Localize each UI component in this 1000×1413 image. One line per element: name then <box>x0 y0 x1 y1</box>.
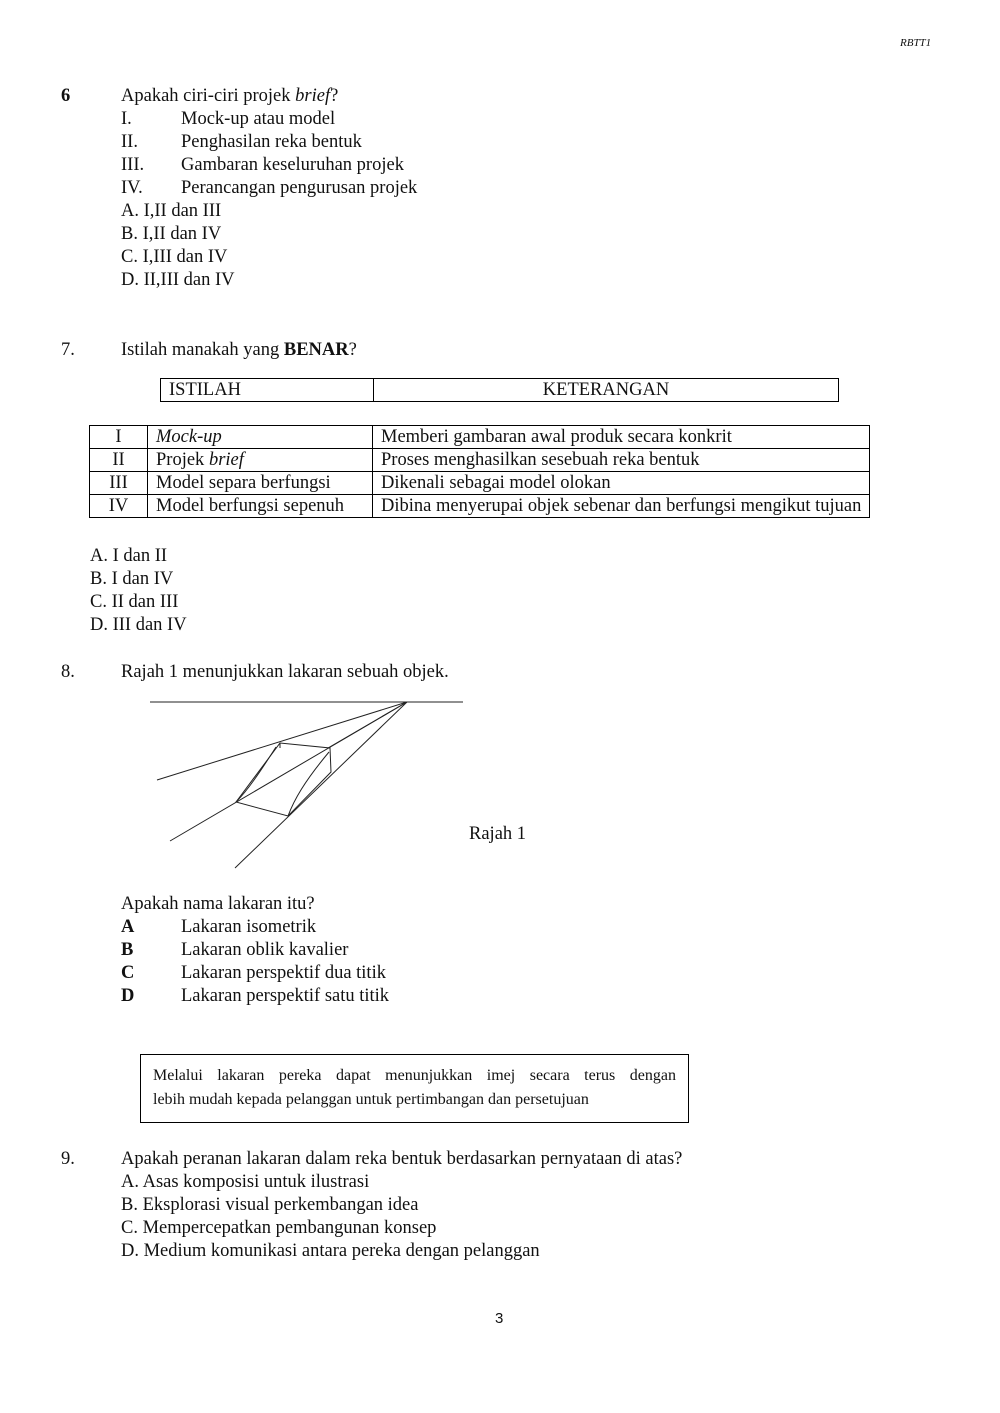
convergence-line <box>157 702 407 780</box>
q8-sub-question: Apakah nama lakaran itu? <box>121 894 315 914</box>
row-term: Model separa berfungsi <box>148 472 373 495</box>
q7-number: 7. <box>61 340 75 360</box>
q9-option-a[interactable]: A. Asas komposisi untuk ilustrasi <box>121 1172 370 1192</box>
convergence-line <box>328 702 407 748</box>
header-istilah: ISTILAH <box>161 379 374 402</box>
q9-question: Apakah peranan lakaran dalam reka bentuk berdasarkan pernyataan di atas? <box>121 1149 683 1169</box>
q6-statement-roman: II. <box>121 132 138 152</box>
q8-option-letter: C <box>121 963 135 983</box>
q9-option-d[interactable]: D. Medium komunikasi antara pereka dengan pelanggan <box>121 1241 540 1261</box>
q6-option-b[interactable]: B. I,II dan IV <box>121 224 222 244</box>
row-number: II <box>90 449 148 472</box>
q9-option-b[interactable]: B. Eksplorasi visual perkembangan idea <box>121 1195 419 1215</box>
row-number: I <box>90 426 148 449</box>
row-number: III <box>90 472 148 495</box>
row-description: Proses menghasilkan sesebuah reka bentuk <box>373 449 870 472</box>
q6-option-c[interactable]: C. I,III dan IV <box>121 247 228 267</box>
q6-statement-roman: I. <box>121 109 132 129</box>
q6-question: Apakah ciri-ciri projek brief? <box>121 86 339 106</box>
q6-option-a[interactable]: A. I,II dan III <box>121 201 222 221</box>
q8-option-d[interactable]: Lakaran perspektif satu titik <box>181 986 390 1006</box>
row-description: Dibina menyerupai objek sebenar dan berfungsi mengikut tujuan <box>373 495 870 518</box>
q8-option-c[interactable]: Lakaran perspektif dua titik <box>181 963 386 983</box>
q6-number: 6 <box>61 86 71 106</box>
sketched-object-edge <box>288 752 329 816</box>
q8-option-letter: B <box>121 940 134 960</box>
q9-statement-box <box>140 1054 689 1123</box>
q7-option-c[interactable]: C. II dan III <box>90 592 179 612</box>
row-number: IV <box>90 495 148 518</box>
q7-question: Istilah manakah yang BENAR? <box>121 340 357 360</box>
q8-option-b[interactable]: Lakaran oblik kavalier <box>181 940 349 960</box>
q6-statement-text: Gambaran keseluruhan projek <box>181 155 404 175</box>
sketched-object <box>236 743 331 816</box>
q8-question: Rajah 1 menunjukkan lakaran sebuah objek. <box>121 662 449 682</box>
figure-label: Rajah 1 <box>469 824 527 844</box>
header-keterangan: KETERANGAN <box>374 379 839 402</box>
statement-line: Melalui lakaran pereka dapat menunjukkan imej secara terus dengan <box>153 1067 676 1084</box>
convergence-line <box>235 702 407 868</box>
q9-number: 9. <box>61 1149 75 1169</box>
q6-option-d[interactable]: D. II,III dan IV <box>121 270 235 290</box>
q8-option-a[interactable]: Lakaran isometrik <box>181 917 317 937</box>
q6-statement-text: Perancangan pengurusan projek <box>181 178 418 198</box>
q8-number: 8. <box>61 662 75 682</box>
statement-line: lebih mudah kepada pelanggan untuk pertimbangan dan persetujuan <box>153 1091 589 1108</box>
q7-option-b[interactable]: B. I dan IV <box>90 569 174 589</box>
document-code: RBTT1 <box>900 37 932 49</box>
q6-statement-roman: III. <box>121 155 145 175</box>
q6-statement-text: Penghasilan reka bentuk <box>181 132 362 152</box>
q7-option-a[interactable]: A. I dan II <box>90 546 168 566</box>
row-description: Dikenali sebagai model olokan <box>373 472 870 495</box>
q6-statement-text: Mock-up atau model <box>181 109 336 129</box>
row-term: Model berfungsi sepenuh <box>148 495 373 518</box>
row-term: Mock-up <box>148 426 373 449</box>
q6-statement-roman: IV. <box>121 178 143 198</box>
q8-option-letter: A <box>121 917 135 937</box>
q8-option-letter: D <box>121 986 135 1006</box>
q7-option-d[interactable]: D. III dan IV <box>90 615 187 635</box>
row-description: Memberi gambaran awal produk secara konkrit <box>373 426 870 449</box>
row-term: Projek brief <box>148 449 373 472</box>
page-number: 3 <box>495 1310 504 1327</box>
q9-option-c[interactable]: C. Mempercepatkan pembangunan konsep <box>121 1218 437 1238</box>
